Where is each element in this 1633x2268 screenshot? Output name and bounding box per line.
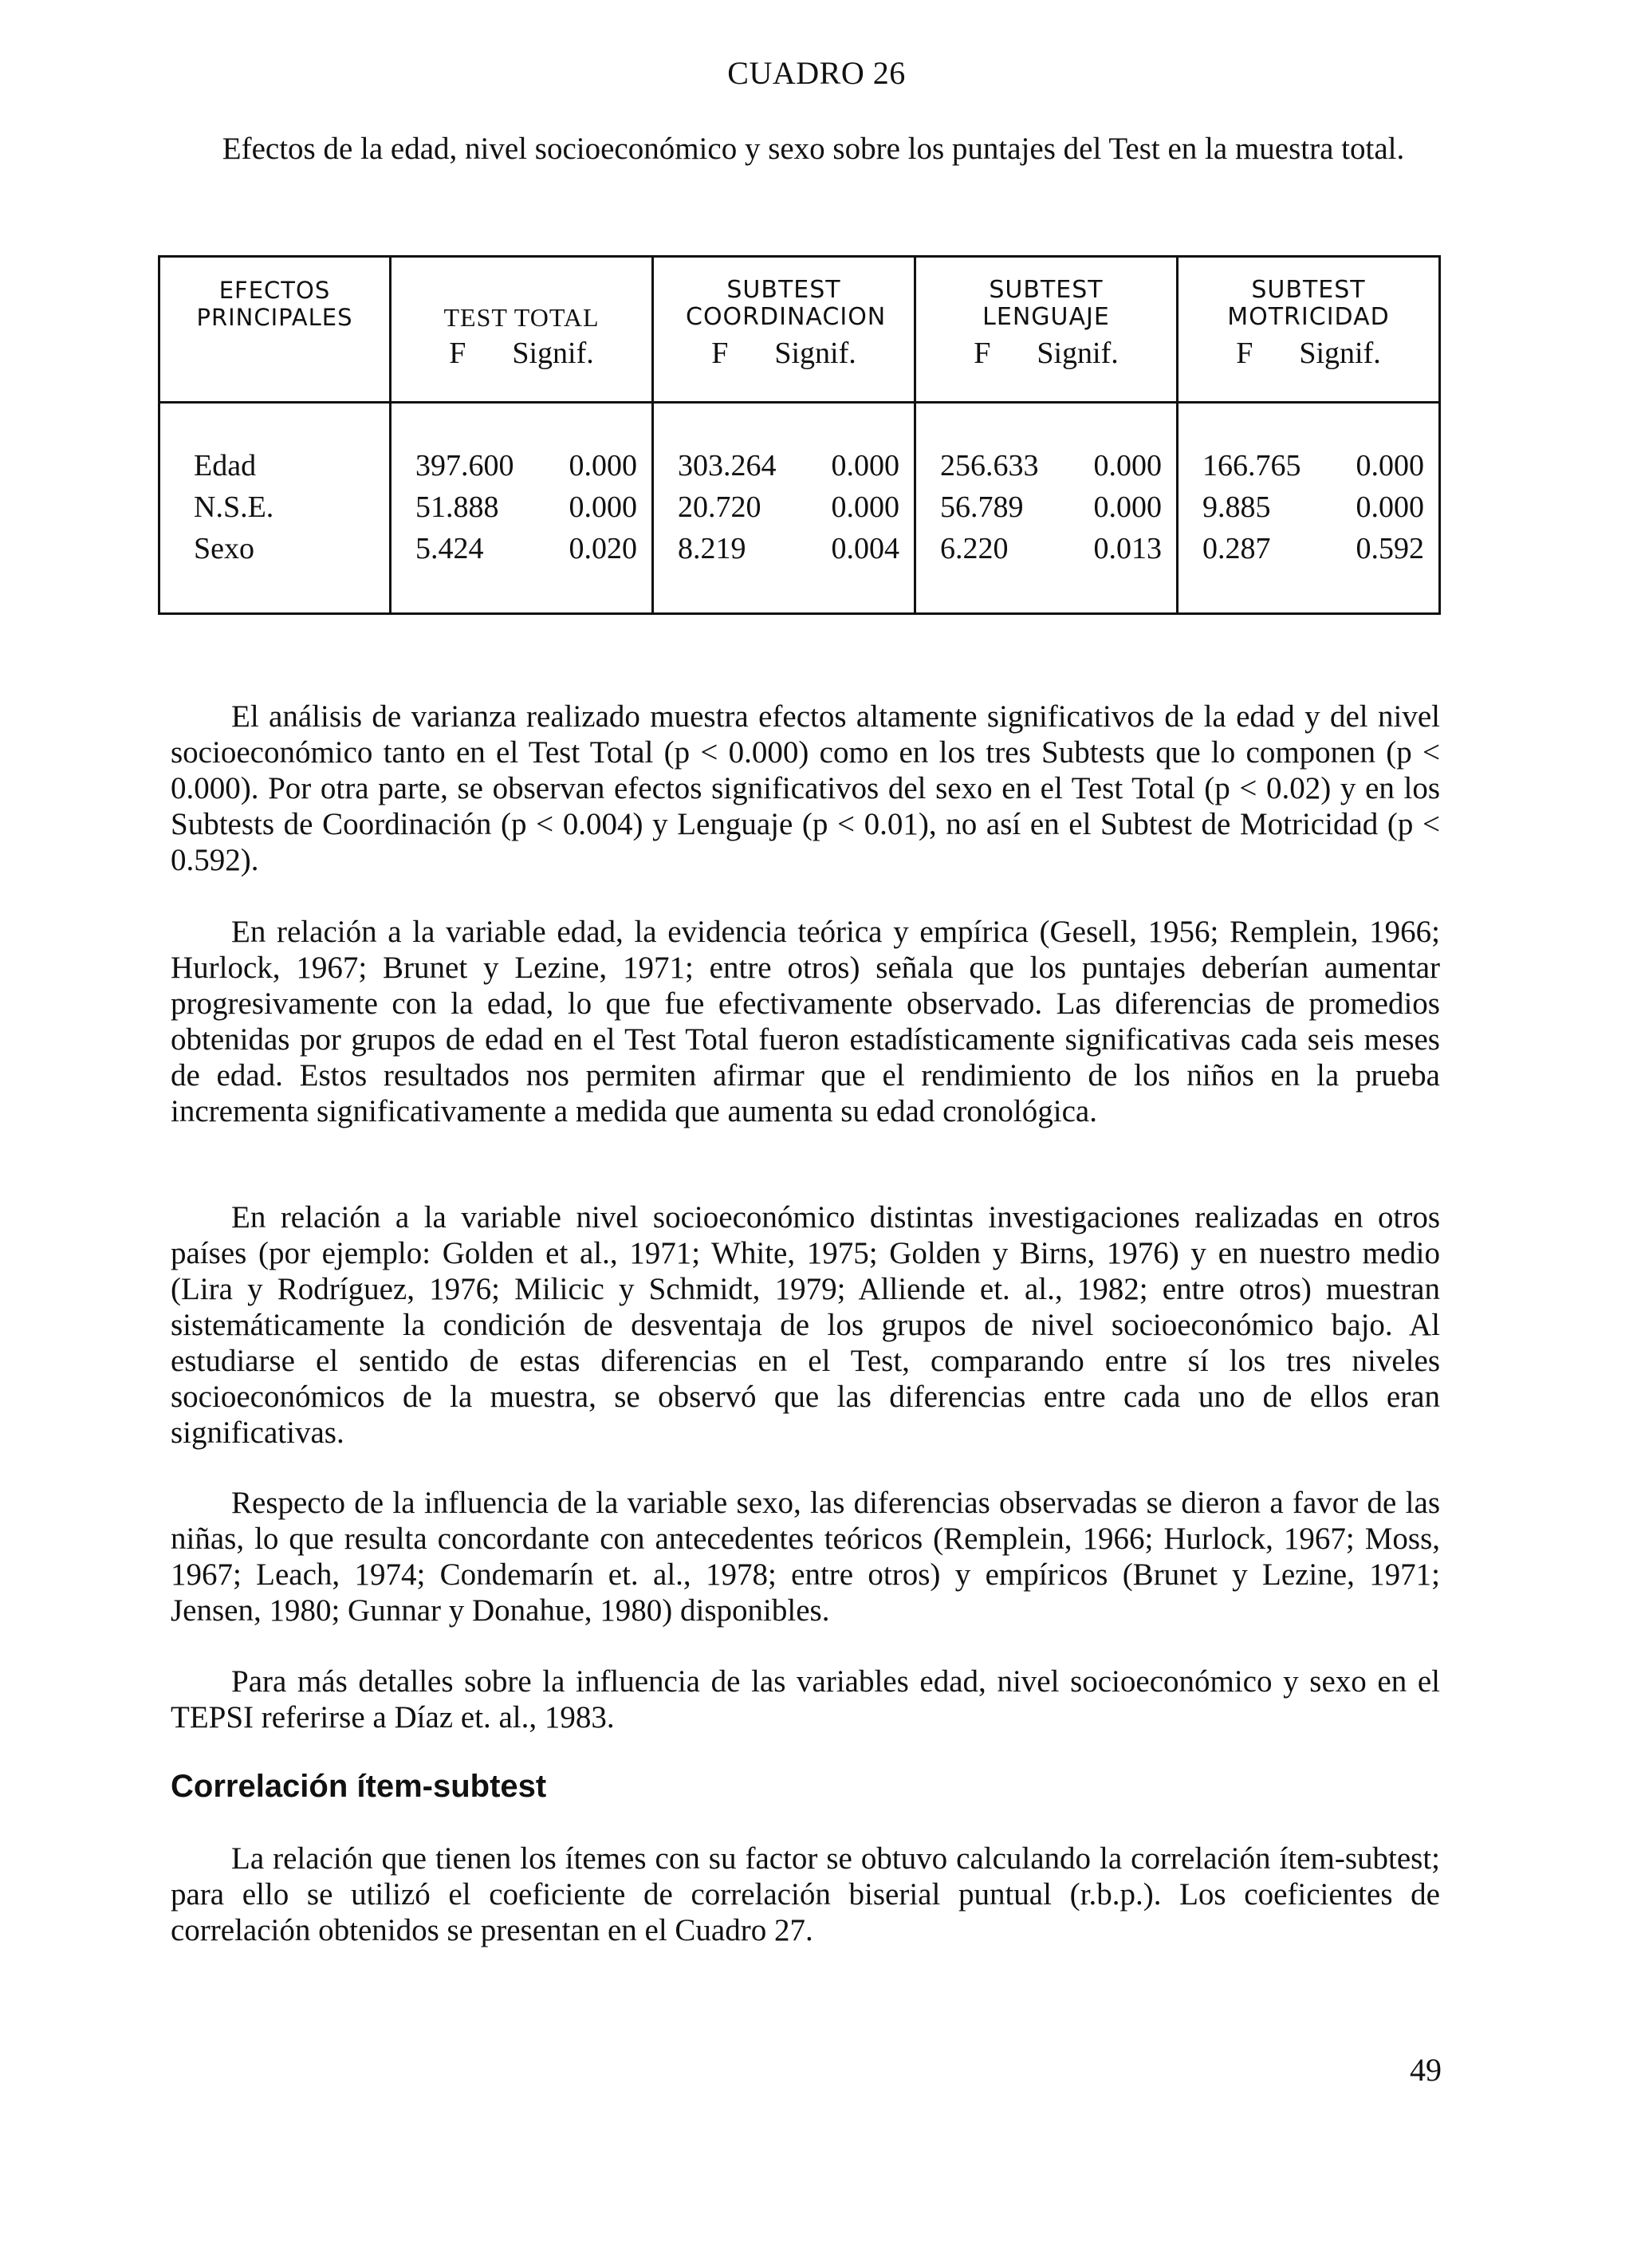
header-subtest-motricidad [1178,257,1440,403]
f-value: 303.264 [678,449,777,482]
value-row [654,486,914,528]
motricidad-values [1178,403,1440,614]
value-row [916,486,1176,528]
row-label-edad: Edad [194,449,257,482]
signif-value: 0.000 [569,449,637,482]
f-label: F [1236,337,1253,370]
f-value: 56.789 [940,490,1024,524]
value-row [1179,486,1438,528]
row-label-sexo: Sexo [194,532,254,565]
f-value: 6.220 [940,532,1009,565]
signif-label: Signif. [774,337,856,370]
signif-value: 0.000 [1356,490,1424,524]
signif-value: 0.020 [569,532,637,565]
f-value: 8.219 [678,532,746,565]
value-row [916,528,1176,569]
signif-value: 0.013 [1093,532,1162,565]
section-heading: Correlación ítem-subtest [171,1769,547,1804]
group-name: SUBTEST COORDINACION [686,276,887,331]
f-label: F [711,337,729,370]
value-row [916,445,1176,486]
f-value: 166.765 [1202,449,1301,482]
lenguaje-values [915,403,1178,614]
header-test-total [391,257,653,403]
paragraph-variable-sexo: Respecto de la influencia de la variable sexo, las diferencias observadas se dieron a favor de las niñas, lo que resulta concordante con antecedentes teóricos (Remplein, 1966; Hurlock, 1967; Moss, 1967; Leach, 1974; Condemarín et. al., 1978; entre otros) y empíricos (Brunet y Lezine, 1971; Jensen, 1980; Gunnar y Donahue, 1980) disponibles. [171,1486,1440,1628]
f-value: 397.600 [415,449,514,482]
signif-label: Signif. [1299,337,1381,370]
f-value: 256.633 [940,449,1039,482]
group-name: SUBTEST LENGUAJE [982,276,1110,331]
table-body-row [159,403,1440,614]
row-label-nse: N.S.E. [194,490,274,524]
signif-value: 0.000 [1093,490,1162,524]
paragraph-nivel-socioeconomico: En relación a la variable nivel socioeconómico distintas investigaciones realizadas en otros países (por ejemplo: Golden et al., 1971; White, 1975; Golden y Birns, 1976) y en nuestro medio (Lira y Rodríguez, 1976; Milicic y Schmidt, 1979; Alliende et. al., 1982; entre otros) muestran sistemáticamente la condición de desventaja de los grupos de nivel socioeconómico bajo. Al estudiarse el sentido de estas diferencias en el Test, comparando entre sí los tres niveles socioeconómicos de la muestra, se observó que las diferencias entre cada uno de ellos eran significativas. [171,1200,1440,1450]
row-labels-cell [159,403,391,614]
page-number: 49 [1410,2052,1442,2088]
signif-value: 0.000 [831,490,899,524]
coordinacion-values [653,403,915,614]
value-row [1179,445,1438,486]
signif-value: 0.000 [1356,449,1424,482]
header-subtest-coordinacion [653,257,915,403]
header-label: EFECTOS PRINCIPALES [196,277,353,331]
f-value: 9.885 [1202,490,1271,524]
value-row [1179,528,1438,569]
f-label: F [974,337,991,370]
table-header-row [159,257,1440,403]
f-value: 51.888 [415,490,499,524]
header-efectos-principales [159,257,391,403]
signif-value: 0.592 [1356,532,1424,565]
paragraph-correlacion: La relación que tienen los ítemes con su factor se obtuvo calculando la correlación ítem-subtest; para ello se utilizó el coeficiente de correlación biserial puntual (r.b.p.). Los coeficientes de correlación obtenidos se presentan en el Cuadro 27. [171,1841,1440,1947]
signif-value: 0.000 [831,449,899,482]
signif-value: 0.000 [569,490,637,524]
header-subtest-lenguaje [915,257,1178,403]
f-label: F [449,337,466,370]
signif-value: 0.000 [1093,449,1162,482]
value-row [654,445,914,486]
group-name: SUBTEST MOTRICIDAD [1227,276,1390,331]
effects-table [158,255,1441,615]
paragraph-analisis-varianza: El análisis de varianza realizado muestra efectos altamente significativos de la edad y del nivel socioeconómico tanto en el Test Total (p < 0.000) como en los tres Subtests que lo componen (p < 0.000). Por otra parte, se observan efectos significativos del sexo en el Test Total (p < 0.02) y en los Subtests de Coordinación (p < 0.004) y Lenguaje (p < 0.01), no así en el Subtest de Motricidad (p < 0.592). [171,699,1440,877]
value-row [392,445,651,486]
table-number-title: CUADRO 26 [727,55,906,91]
signif-label: Signif. [512,337,594,370]
f-value: 0.287 [1202,532,1271,565]
table-caption: Efectos de la edad, nivel socioeconómico y sexo sobre los puntajes del Test en la muestra total. [222,132,1405,166]
f-value: 5.424 [415,532,484,565]
value-row [654,528,914,569]
signif-label: Signif. [1037,337,1119,370]
f-value: 20.720 [678,490,761,524]
paragraph-mas-detalles: Para más detalles sobre la influencia de las variables edad, nivel socioeconómico y sexo en el TEPSI referirse a Díaz et. al., 1983. [171,1664,1440,1734]
paragraph-variable-edad: En relación a la variable edad, la evidencia teórica y empírica (Gesell, 1956; Remplein, 1966; Hurlock, 1967; Brunet y Lezine, 1971; entre otros) señala que los puntajes deberían aumentar progresivamente con la edad, lo que fue efectivamente observado. Las diferencias de promedios obtenidas por grupos de edad en el Test Total fueron estadísticamente significativas cada seis meses de edad. Estos resultados nos permiten afirmar que el rendimiento de los niños en la prueba incrementa significativamente a medida que aumenta su edad cronológica. [171,915,1440,1128]
group-name: TEST TOTAL [443,303,600,332]
signif-value: 0.004 [831,532,899,565]
value-row [392,528,651,569]
value-row [392,486,651,528]
test-total-values [391,403,653,614]
